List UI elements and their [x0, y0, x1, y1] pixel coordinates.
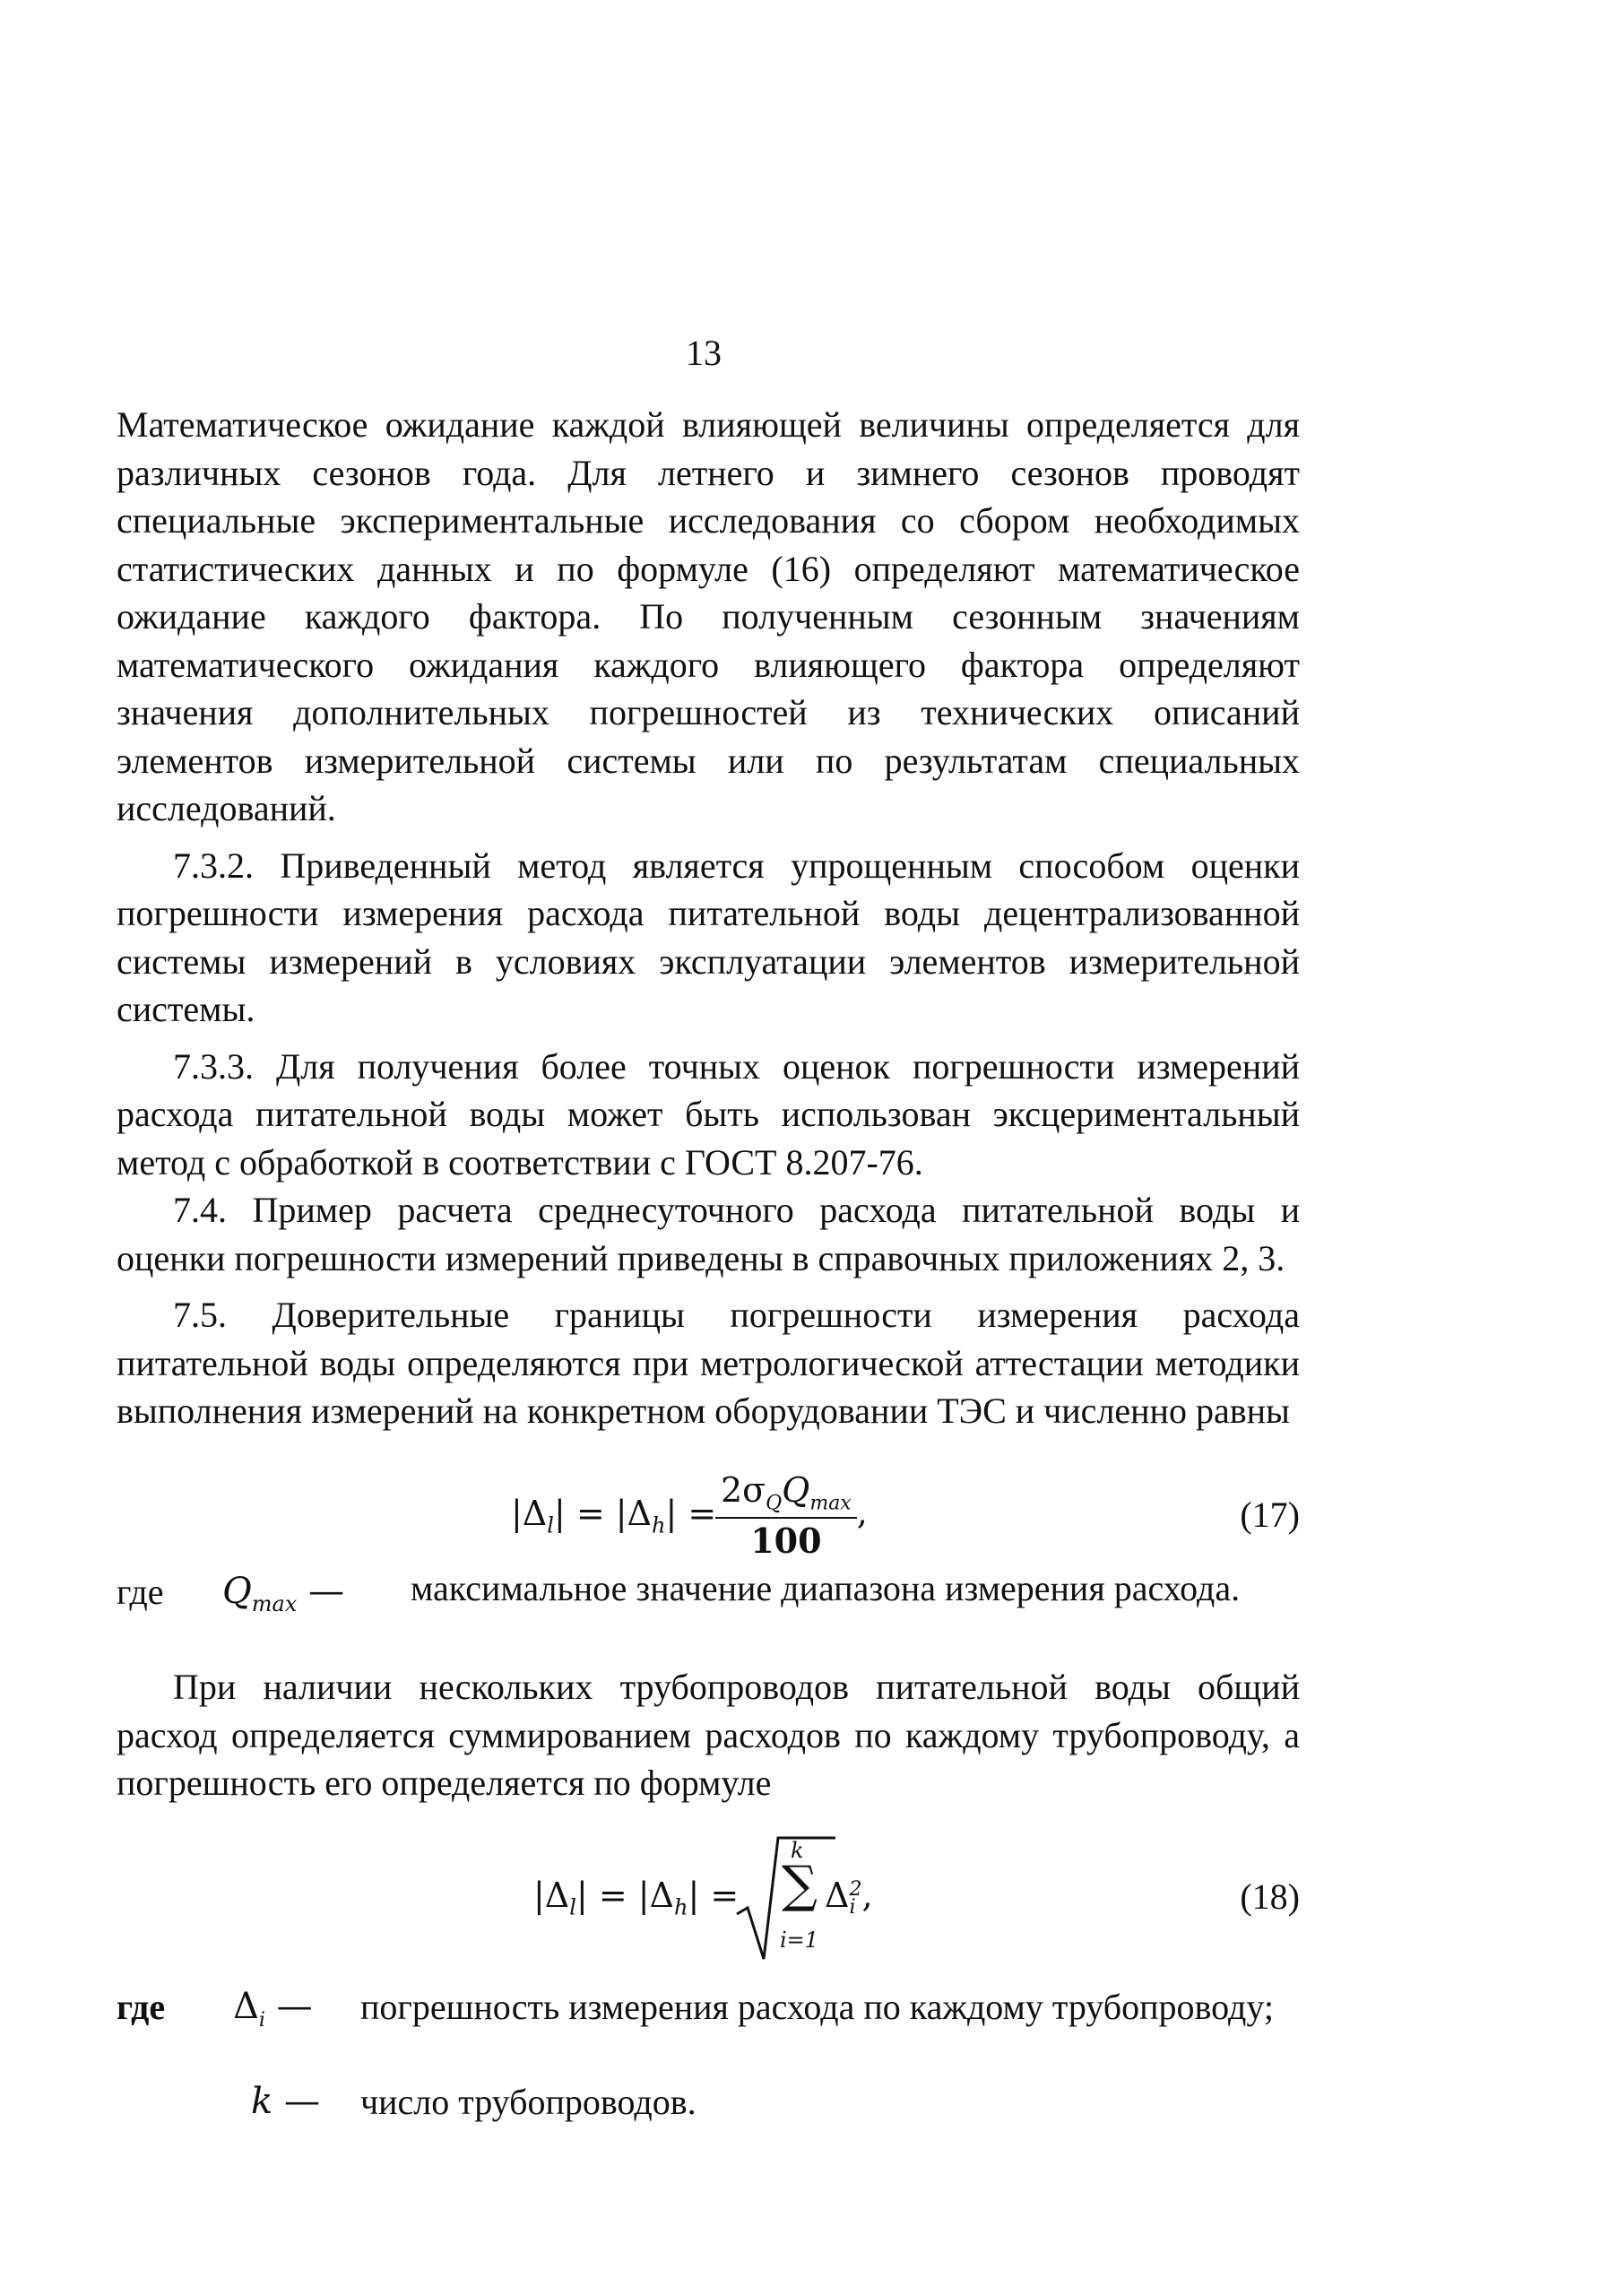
main-text	[117, 401, 1300, 1435]
sum-symbol: ∑	[782, 1856, 818, 1914]
paragraph-7-3-2: 7.3.2. Приведенный метод является упрощенным способом оценки погрешности измерения расхода питательной воды децентрализованной системы измерений в условиях эксплуатации элементов измерительной системы.	[117, 845, 1300, 1029]
sum-term: Δ 2 i ,	[825, 1876, 873, 1919]
formula-18-number: (18)	[1240, 1876, 1300, 1917]
formula-18	[117, 1829, 1300, 1963]
sum-lower-limit: i=1	[780, 1928, 819, 1953]
where-18-symbol-2: k —	[251, 2081, 320, 2122]
paragraph-1: Математическое ожидание каждой влияющей величины определяется для различных сезонов года. Для летнего и зимнего сезонов проводят специальные экспериментальные исследования со сбором необходимых статистических данных и по формуле (16) определяют математическое ожидание каждого фактора. По полученным сезонным значениям математического ожидания каждого влияющего фактора определяют значения дополнительных погрешностей из технических описаний элементов измерительной системы или по результатам специальных исследований.	[117, 404, 1300, 828]
where-17-symbol: $Q_{max}$ —	[222, 1571, 345, 1616]
sum-upper-limit: k	[791, 1838, 804, 1863]
formula-17-number: (17)	[1240, 1495, 1300, 1535]
where-17	[117, 1564, 1300, 1663]
formula-17-fraction: $\frac{2\sigma_QQ_{max}}{100}$ ,	[715, 1470, 868, 1561]
paragraph-7-3-3: 7.3.3. Для получения более точных оценок погрешности измерений расхода питательной воды может быть использован эксцериментальный метод с обработкой в соответствии с ГОСТ 8.207-76.	[117, 1045, 1300, 1183]
where-18-description-1: погрешность измерения расхода по каждому трубопроводу;	[360, 1987, 1274, 2027]
paragraph-7-5: 7.5. Доверительные границы погрешности измерения расхода питательной воды определяются при метрологической аттестации методики выполнения измерений на конкретном оборудовании ТЭС и численно равны	[117, 1295, 1300, 1431]
formula-18-lhs: $|\Delta_l| = |\Delta_h|$ =	[533, 1876, 740, 1920]
where-18-description-2: число трубопроводов.	[360, 2082, 697, 2122]
where-18-symbol-1: $\Delta_i$ —	[233, 1986, 313, 2032]
page-number: 13	[686, 333, 722, 373]
where-label: где	[117, 1987, 166, 2027]
where-18	[117, 1983, 1300, 2127]
paragraph-7-4: 7.4. Пример расчета среднесуточного расхода питательной воды и оценки погрешности измерений приведены в справочных приложениях 2, 3.	[117, 1190, 1300, 1278]
formula-17-lhs: $|\Delta_l| = |\Delta_h|$ =	[511, 1494, 717, 1538]
paragraph-after-17: При наличии нескольких трубопроводов питательной воды общий расход определяется суммированием расходов по каждому трубопроводу, а погрешность его определяется по формуле	[117, 1667, 1300, 1803]
where-label: где	[117, 1572, 164, 1612]
where-17-description: максимальное значение диапазона измерения расхода.	[411, 1568, 1241, 1608]
formula-17	[117, 1470, 1300, 1569]
